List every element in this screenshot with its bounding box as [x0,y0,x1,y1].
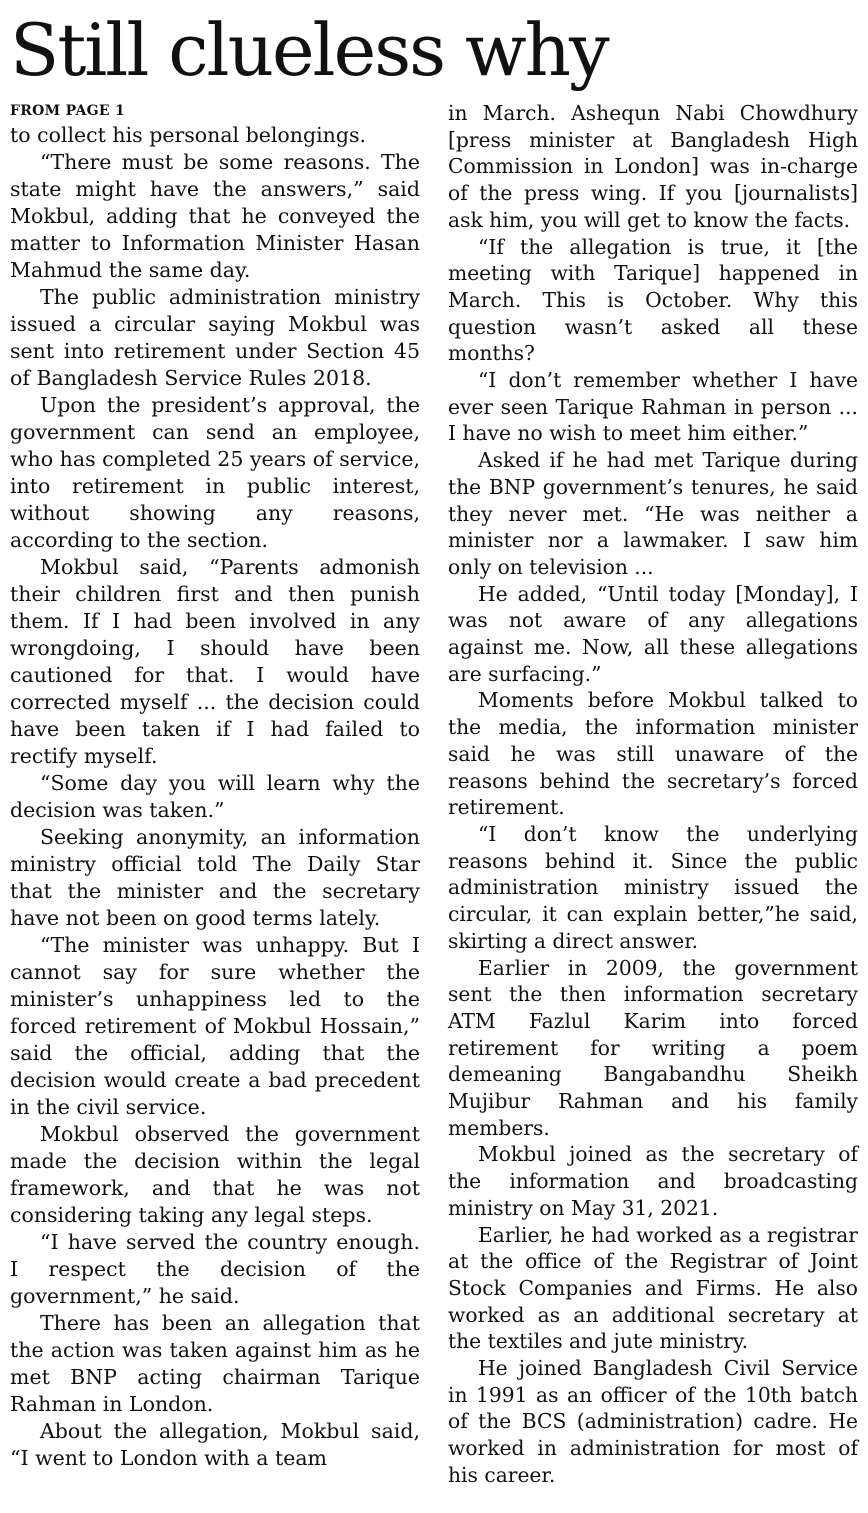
paragraph: to collect his personal belongings. [10,123,367,147]
paragraph: Mokbul observed the government made the decision within the legal framework, and that he was not considering taking any legal steps. [10,1122,420,1227]
paragraph: “The minister was unhappy. But I cannot say for sure whether the minister’s unhappiness led to the forced retirement of Mokbul Hossain,” said the official, adding that the decision would create a bad precedent in the civil service. [10,933,420,1119]
continuation-kicker: FROM PAGE 1 [10,103,126,119]
paragraph: The public administration ministry issued a circular saying Mokbul was sent into retirement under Section 45 of Bangladesh Service Rules 2018. [10,285,420,390]
article-column-right [448,100,858,1489]
paragraph: “I have served the country enough. I respect the decision of the government,” he said. [10,1230,420,1308]
paragraph: Mokbul joined as the secretary of the information and broadcasting ministry on May 31, 2021. [448,1142,858,1220]
paragraph: “There must be some reasons. The state might have the answers,” said Mokbul, adding that he conveyed the matter to Information Minister Hasan Mahmud the same day. [10,150,420,282]
paragraph: Moments before Mokbul talked to the media, the information minister said he was still unaware of the reasons behind the secretary’s forced retirement. [448,688,858,820]
paragraph: He added, “Until today [Monday], I was not aware of any allegations against me. Now, all these allegations are surfacing.” [448,581,858,686]
article-column-left [10,100,420,1472]
paragraph: Seeking anonymity, an information ministry official told The Daily Star that the minister and the secretary have not been on good terms lately. [10,825,420,930]
paragraph: in March. Ashequn Nabi Chowdhury [press minister at Bangladesh High Commission in London] was in-charge of the press wing. If you [journalists] ask him, you will get to know the facts. [448,101,858,232]
headline: Still clueless why [10,8,608,92]
paragraph: Earlier, he had worked as a registrar at the office of the Registrar of Joint Stock Companies and Firms. He also worked as an additional secretary at the textiles and jute ministry. [448,1222,858,1354]
paragraph: “I don’t know the underlying reasons behind it. Since the public administration ministry issued the circular, it can explain better,”he said, skirting a direct answer. [448,821,858,953]
paragraph: “Some day you will learn why the decision was taken.” [10,771,420,822]
paragraph: Asked if he had met Tarique during the BNP government’s tenures, he said they never met. “He was neither a minister nor a lawmaker. I saw him only on television ... [448,448,858,579]
paragraph: Upon the president’s approval, the government can send an employee, who has completed 25 years of service, into retirement in public interest, without showing any reasons, according to the section. [10,393,420,552]
paragraph: He joined Bangladesh Civil Service in 1991 as an officer of the 10th batch of the BCS (administration) cadre. He worked in administration for most of his career. [448,1356,858,1487]
paragraph: “I don’t remember whether I have ever seen Tarique Rahman in person ... I have no wish to meet him either.” [448,368,858,446]
paragraph: “If the allegation is true, it [the meeting with Tarique] happened in March. This is October. Why this question wasn’t asked all these months? [448,234,858,366]
paragraph: Earlier in 2009, the government sent the then information secretary ATM Fazlul Karim into forced retirement for writing a poem demeaning Bangabandhu Sheikh Mujibur Rahman and his family members. [448,955,858,1140]
paragraph: There has been an allegation that the action was taken against him as he met BNP acting chairman Tarique Rahman in London. [10,1311,420,1416]
paragraph: About the allegation, Mokbul said, “I went to London with a team [10,1419,420,1470]
paragraph: Mokbul said, “Parents admonish their children first and then punish them. If I had been involved in any wrongdoing, I should have been cautioned for that. I would have corrected myself ... the decision could have been taken if I had failed to rectify myself. [10,555,420,768]
